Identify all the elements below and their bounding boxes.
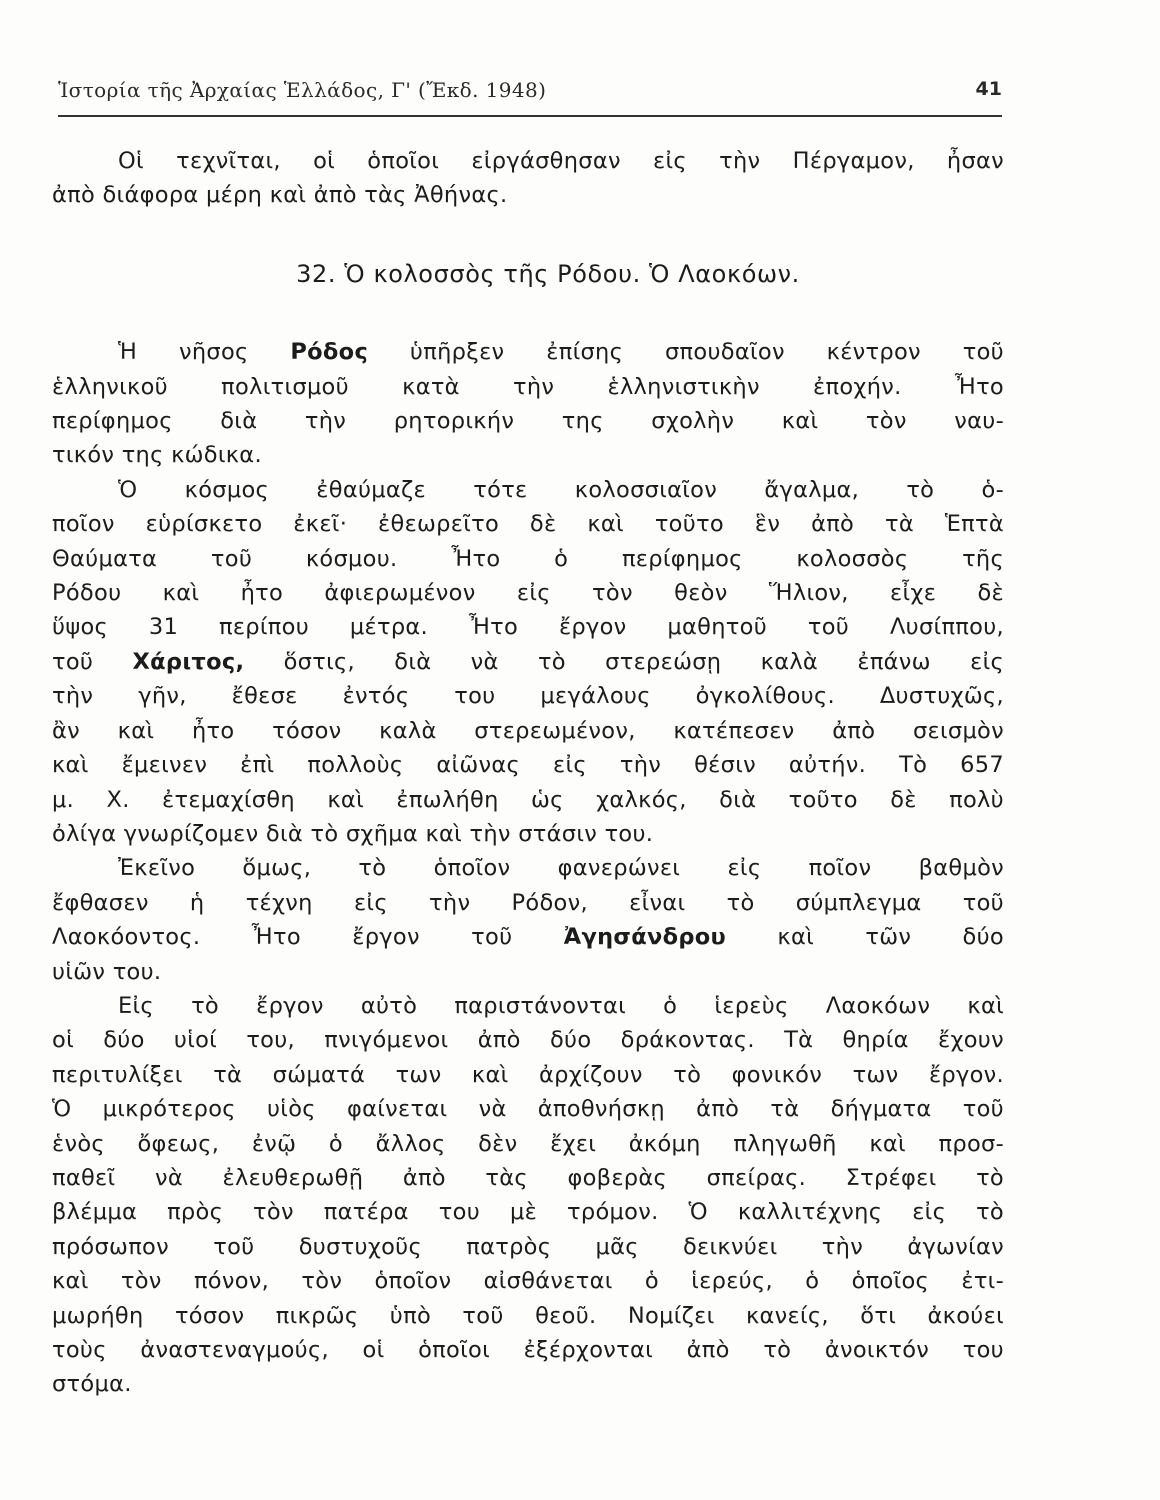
running-title: Ἱστορία τῆς Ἀρχαίας Ἑλλάδος, Γ' (Ἔκδ. 1948) [58,78,547,102]
text-line: τοὺς ἀναστεναγμούς, οἱ ὁποῖοι ἐξέρχονται ἀπὸ τὸ ἀνοικτόν του [52,1337,1004,1363]
text-line: ποῖον εὑρίσκετο ἐκεῖ· ἐθεωρεῖτο δὲ καὶ τοῦτο ἓν ἀπὸ τὰ Ἑπτὰ [52,511,1004,538]
paragraph-rhodes [52,335,1004,473]
section-heading: 32. Ὁ κολοσσὸς τῆς Ρόδου. Ὁ Λαοκόων. [296,259,800,288]
text-line: Ὁ κόσμος ἐθαύμαζε τότε κολοσσιαῖον ἄγαλμα, τὸ ὁ- [118,476,1004,503]
text-line: Ρόδου καὶ ἦτο ἀφιερωμένον εἰς τὸν θεὸν Ἥλιον, εἶχε δὲ [52,580,1004,607]
emphasized-name: Χάριτος, [132,648,245,675]
emphasized-name: Ρόδος [290,339,369,366]
text-line: ἑλληνικοῦ πολιτισμοῦ κατὰ τὴν ἑλληνιστικὴν ἐποχήν. Ἦτο [52,373,1004,400]
text-line: περιτυλίξει τὰ σώματά των καὶ ἀρχίζουν τὸ φονικόν των ἔργον. [52,1061,1004,1088]
text-run: ὑπῆρξεν ἐπίσης σπουδαῖον κέντρον τοῦ [368,339,1004,366]
text-line: ἑνὸς ὄφεως, ἐνῷ ὁ ἄλλος δὲν ἔχει ἀκόμη πληγωθῆ καὶ προσ- [52,1130,1004,1157]
text-line: ἀπὸ διάφορα μέρη καὶ ἀπὸ τὰς Ἀθήνας. [52,182,508,209]
text-line: τὴν γῆν, ἔθεσε ἐντός του μεγάλους ὀγκολίθους. Δυστυχῶς, [52,683,1004,710]
text-run: Ἡ νῆσος [118,339,291,366]
text-line [52,645,1004,679]
paragraph-laocoon-description [52,989,1004,1402]
text-line: Οἱ τεχνῖται, οἱ ὁποῖοι εἰργάσθησαν εἰς τὴν Πέργαμον, ἦσαν [118,148,1004,174]
text-line: ἂν καὶ ἦτο τόσον καλὰ στερεωμένον, κατέπεσεν ἀπὸ σεισμὸν [52,717,1004,744]
text-line [52,920,1004,954]
text-line: Ὁ μικρότερος υἱὸς φαίνεται νὰ ἀποθνήσκῃ ἀπὸ τὰ δήγματα τοῦ [52,1096,1004,1123]
running-header [58,78,1002,108]
page-body [52,144,1004,1402]
text-line: μ. Χ. ἐτεμαχίσθη καὶ ἐπωλήθη ὡς χαλκός, διὰ τοῦτο δὲ πολὺ [52,786,1004,813]
text-line: ὕψος 31 περίπου μέτρα. Ἦτο ἔργον μαθητοῦ τοῦ Λυσίππου, [52,614,1004,641]
text-line: καὶ τὸν πόνον, τὸν ὁποῖον αἰσθάνεται ὁ ἱερεύς, ὁ ὁποῖος ἐτι- [52,1268,1004,1295]
text-line: Εἰς τὸ ἔργον αὐτὸ παριστάνονται ὁ ἱερεὺς Λαοκόων καὶ [118,992,1004,1019]
text-line: τικόν της κώδικα. [52,442,262,469]
text-run: ὅστις, διὰ νὰ τὸ στερεώσῃ καλὰ ἐπάνω εἰς [244,648,1004,675]
text-line: βλέμμα πρὸς τὸν πατέρα του μὲ τρόμον. Ὁ καλλιτέχνης εἰς τὸ [52,1199,1004,1226]
text-line: υἱῶν του. [52,958,162,985]
header-rule [58,115,1002,117]
text-line: Θαύματα τοῦ κόσμου. Ἦτο ὁ περίφημος κολοσσὸς τῆς [52,545,1004,572]
text-line: ὀλίγα γνωρίζομεν διὰ τὸ σχῆμα καὶ τὴν στάσιν του. [52,820,654,847]
emphasized-name: Ἀγησάνδρου [563,924,727,951]
text-line: στόμα. [52,1371,132,1398]
text-line: Ἐκεῖνο ὅμως, τὸ ὁποῖον φανερώνει εἰς ποῖον βαθμὸν [118,855,1004,882]
paragraph-laocoon-intro [52,851,1004,989]
text-line: μωρήθη τόσον πικρῶς ὑπὸ τοῦ θεοῦ. Νομίζει κανείς, ὅτι ἀκούει [52,1302,1004,1329]
text-line: παθεῖ νὰ ἐλευθερωθῇ ἀπὸ τὰς φοβερὰς σπείρας. Στρέφει τὸ [52,1164,1004,1191]
paragraph-colossus [52,473,1004,851]
text-line: οἱ δύο υἱοί του, πνιγόμενοι ἀπὸ δύο δράκοντας. Τὰ θηρία ἔχουν [52,1027,1004,1054]
text-run: Λαοκόοντος. Ἦτο ἔργον τοῦ [52,924,564,951]
text-run: καὶ τῶν δύο [726,924,1005,951]
text-line: καὶ ἔμεινεν ἐπὶ πολλοὺς αἰῶνας εἰς τὴν θέσιν αὐτήν. Τὸ 657 [52,752,1004,779]
text-line: πρόσωπον τοῦ δυστυχοῦς πατρὸς μᾶς δεικνύει τὴν ἀγωνίαν [52,1233,1004,1260]
text-run: τοῦ [52,648,133,675]
page-number: 41 [975,78,1002,100]
text-line [52,335,1004,369]
text-line: περίφημος διὰ τὴν ρητορικήν της σχολὴν καὶ τὸν ναυ- [52,408,1004,435]
text-line: ἔφθασεν ἡ τέχνη εἰς τὴν Ρόδον, εἶναι τὸ σύμπλεγμα τοῦ [52,889,1004,916]
intro-paragraph [52,144,1004,213]
